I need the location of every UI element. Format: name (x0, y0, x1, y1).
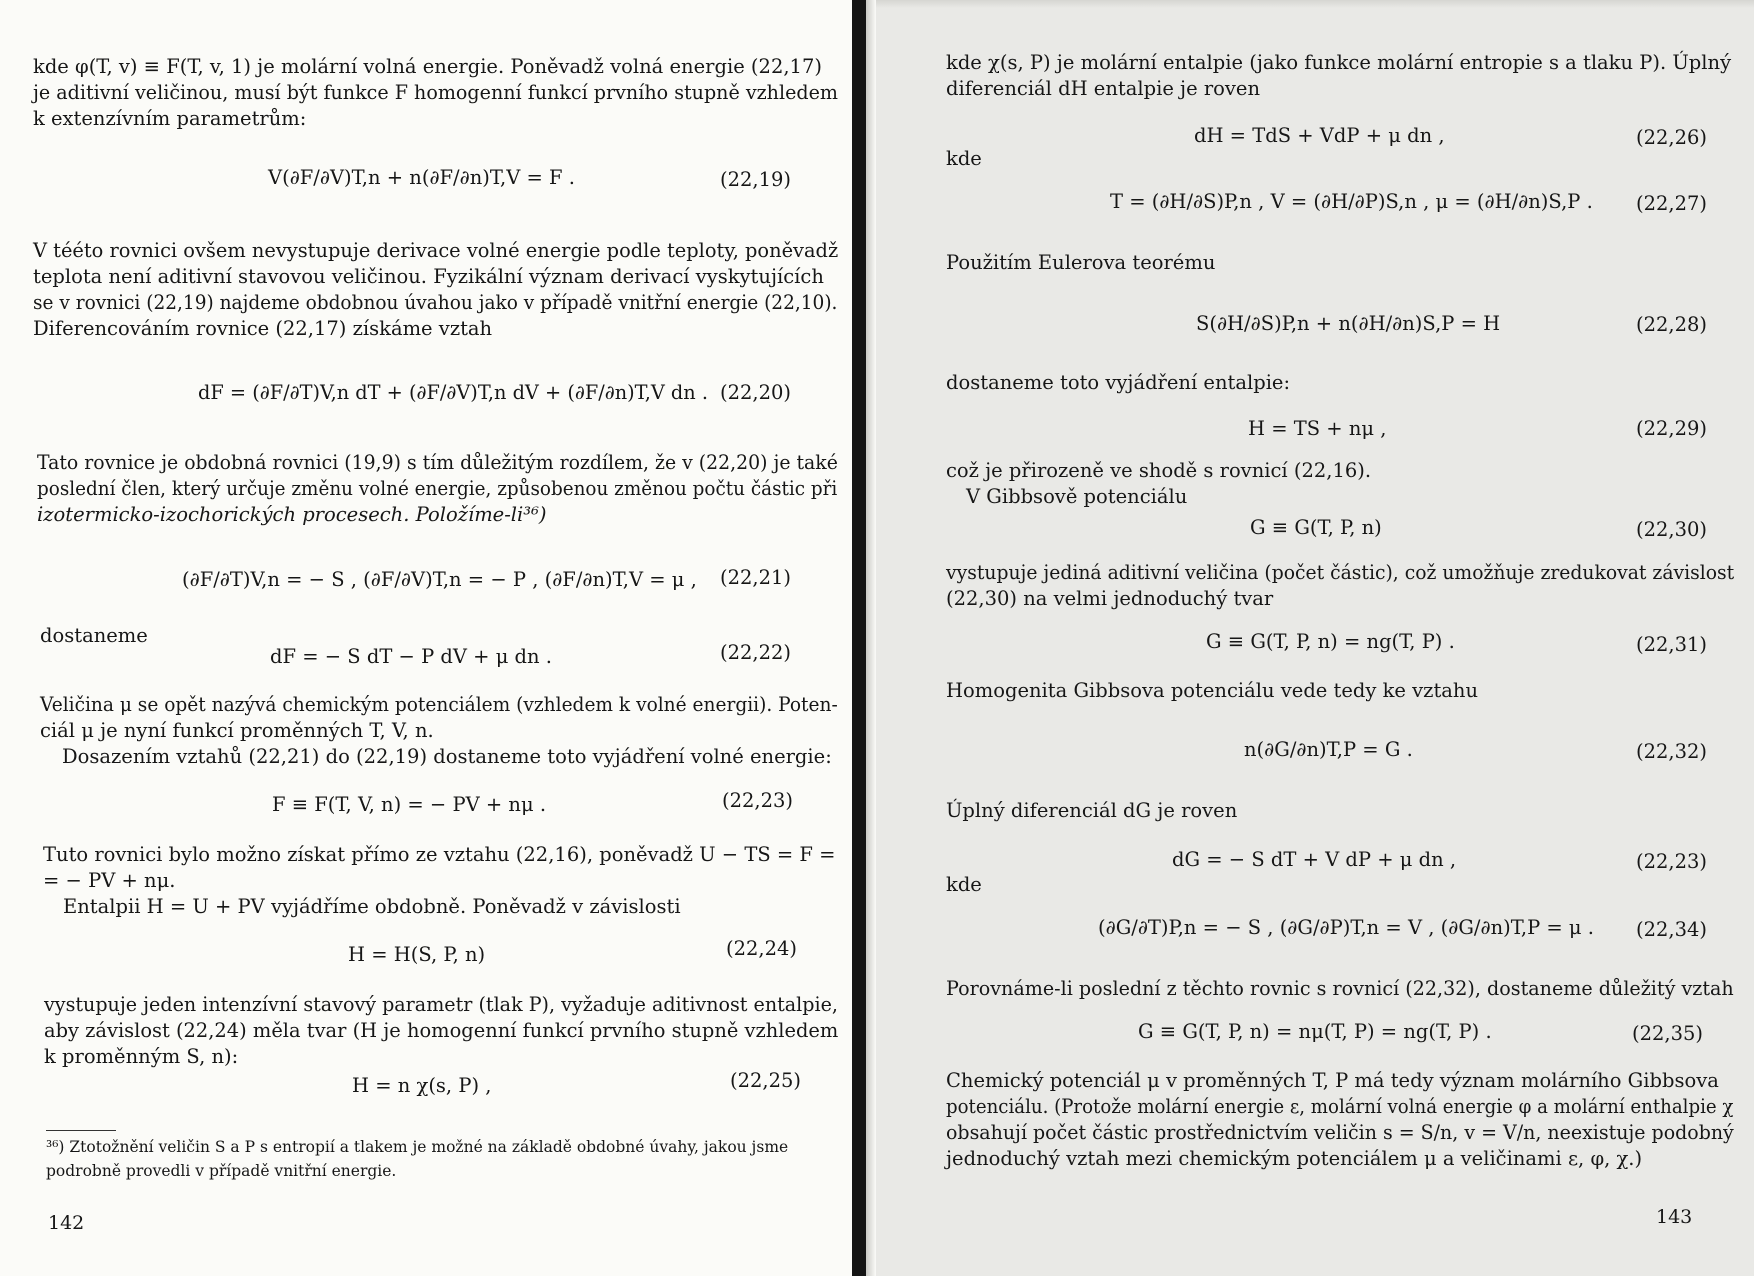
text-line: teplota není aditivní stavovou veličinou. Fyzikální význam derivací vyskytujících (33, 265, 824, 288)
text-line: potenciálu. (Protože molární energie ε, molární volná energie φ a molární enthalpie χ (946, 1095, 1734, 1118)
equation-number: (22,23) (722, 789, 794, 812)
text-line: se v rovnici (22,19) najdeme obdobnou úvahou jako v případě vnitřní energie (22,10). (33, 291, 838, 314)
equation-number: (22,31) (1636, 633, 1708, 656)
text-line: k extenzívním parametrům: (33, 107, 307, 130)
equation-number: (22,34) (1636, 918, 1708, 941)
equation-number: (22,19) (720, 168, 792, 191)
text-line: Veličina μ se opět nazývá chemickým potenciálem (vzhledem k volné energii). Poten- (40, 693, 838, 716)
equation-number: (22,26) (1636, 126, 1708, 149)
equation: H = n χ(s, P) , (352, 1074, 492, 1097)
equation: S(∂H/∂S)P,n + n(∂H/∂n)S,P = H (1196, 312, 1501, 335)
text-line: Dosazením vztahů (22,21) do (22,19) dostaneme toto vyjádření volné energie: (62, 745, 832, 768)
equation-number: (22,32) (1636, 740, 1708, 763)
equation-number: (22,28) (1636, 313, 1708, 336)
text-line: = − PV + nμ. (43, 869, 176, 892)
text-line: Diferencováním rovnice (22,17) získáme vztah (33, 317, 493, 340)
left-page (0, 0, 858, 1276)
equation: (∂F/∂T)V,n = − S , (∂F/∂V)T,n = − P , (∂F/∂n)T,V = μ , (182, 568, 697, 591)
equation: T = (∂H/∂S)P,n , V = (∂H/∂P)S,n , μ = (∂H/∂n)S,P . (1110, 190, 1593, 213)
equation: (∂G/∂T)P,n = − S , (∂G/∂P)T,n = V , (∂G/∂n)T,P = μ . (1098, 916, 1595, 939)
equation-number: (22,30) (1636, 518, 1708, 541)
text-line: poslední člen, který určuje změnu volné energie, způsobenou změnou počtu částic při (37, 477, 838, 500)
equation-number: (22,20) (720, 381, 792, 404)
text-line: diferenciál dH entalpie je roven (946, 77, 1261, 100)
text-line: Entalpii H = U + PV vyjádříme obdobně. Poněvadž v závislosti (63, 895, 681, 918)
text-line: je aditivní veličinou, musí být funkce F homogenní funkcí prvního stupně vzhledem (33, 81, 839, 104)
text-line: izotermicko-izochorických procesech. Položíme-li³⁶) (37, 503, 547, 526)
equation: G ≡ G(T, P, n) = ng(T, P) . (1206, 630, 1455, 653)
equation-number: (22,22) (720, 641, 792, 664)
equation-number: (22,35) (1632, 1022, 1704, 1045)
equation: dG = − S dT + V dP + μ dn , (1172, 848, 1457, 871)
equation-number: (22,25) (730, 1069, 802, 1092)
equation: H = TS + nμ , (1248, 417, 1387, 440)
text-line: obsahují počet částic prostřednictvím veličin s = S/n, v = V/n, neexistuje podobný (946, 1121, 1734, 1144)
equation-number: (22,23) (1636, 850, 1708, 873)
text-line: ciál μ je nyní funkcí proměnných T, V, n. (40, 719, 434, 742)
equation: F ≡ F(T, V, n) = − PV + nμ . (272, 793, 547, 816)
text-line: jednoduchý vztah mezi chemickým potenciálem μ a veličinami ε, φ, χ.) (946, 1147, 1643, 1170)
text-line: dostaneme (40, 624, 148, 647)
text-line: V Gibbsově potenciálu (966, 485, 1188, 508)
equation: H = H(S, P, n) (348, 943, 486, 966)
footnote-rule (46, 1130, 116, 1131)
text-line: V tééto rovnici ovšem nevystupuje derivace volné energie podle teploty, poněvadž (33, 239, 839, 262)
text-line: kde φ(T, v) ≡ F(T, v, 1) je molární volná energie. Poněvadž volná energie (22,17) (33, 55, 822, 78)
equation-number: (22,21) (720, 566, 792, 589)
equation-number: (22,27) (1636, 192, 1708, 215)
equation: G ≡ G(T, P, n) = nμ(T, P) = ng(T, P) . (1138, 1020, 1492, 1043)
footnote-line: ³⁶) Ztotožnění veličin S a P s entropií a tlakem je možné na základě obdobné úvahy, jakou jsme (46, 1138, 789, 1156)
equation: n(∂G/∂n)T,P = G . (1244, 738, 1413, 761)
text-line: vystupuje jeden intenzívní stavový parametr (tlak P), vyžaduje aditivnost entalpie, (44, 993, 838, 1016)
book-spine (852, 0, 866, 1276)
page-number: 143 (1656, 1206, 1693, 1228)
equation: dH = TdS + VdP + μ dn , (1194, 124, 1445, 147)
equation-number: (22,24) (726, 937, 798, 960)
text-line: vystupuje jediná aditivní veličina (počet částic), což umožňuje zredukovat závislost (946, 561, 1735, 584)
equation: dF = − S dT − P dV + μ dn . (270, 645, 552, 668)
text-line: Porovnáme-li poslední z těchto rovnic s rovnicí (22,32), dostaneme důležitý vztah (946, 977, 1734, 1000)
equation-number: (22,29) (1636, 417, 1708, 440)
text-line: aby závislost (22,24) měla tvar (H je homogenní funkcí prvního stupně vzhledem (44, 1019, 839, 1042)
text-line: Tuto rovnici bylo možno získat přímo ze vztahu (22,16), poněvadž U − TS = F = (43, 843, 836, 866)
text-line: kde (946, 147, 982, 170)
text-line: Úplný diferenciál dG je roven (946, 799, 1238, 822)
equation: G ≡ G(T, P, n) (1250, 516, 1382, 539)
text-line: Chemický potenciál μ v proměnných T, P má tedy význam molárního Gibbsova (946, 1069, 1719, 1092)
text-line: (22,30) na velmi jednoduchý tvar (946, 587, 1274, 610)
text-line: což je přirozeně ve shodě s rovnicí (22,16). (946, 459, 1372, 482)
text-line: kde (946, 873, 982, 896)
text-line: kde χ(s, P) je molární entalpie (jako funkce molární entropie s a tlaku P). Úplný (946, 51, 1732, 74)
text-line: Tato rovnice je obdobná rovnici (19,9) s tím důležitým rozdílem, že v (22,20) je také (37, 451, 838, 474)
right-page (866, 0, 1754, 1276)
text-line: Použitím Eulerova teorému (946, 251, 1216, 274)
footnote-line: podrobně provedli v případě vnitřní energie. (46, 1162, 397, 1180)
text-line: dostaneme toto vyjádření entalpie: (946, 371, 1291, 394)
page-number: 142 (48, 1212, 85, 1234)
text-line: k proměnným S, n): (44, 1045, 239, 1068)
equation: V(∂F/∂V)T,n + n(∂F/∂n)T,V = F . (268, 166, 575, 189)
text-line: Homogenita Gibbsova potenciálu vede tedy ke vztahu (946, 679, 1479, 702)
equation: dF = (∂F/∂T)V,n dT + (∂F/∂V)T,n dV + (∂F/∂n)T,V dn . (198, 381, 709, 404)
